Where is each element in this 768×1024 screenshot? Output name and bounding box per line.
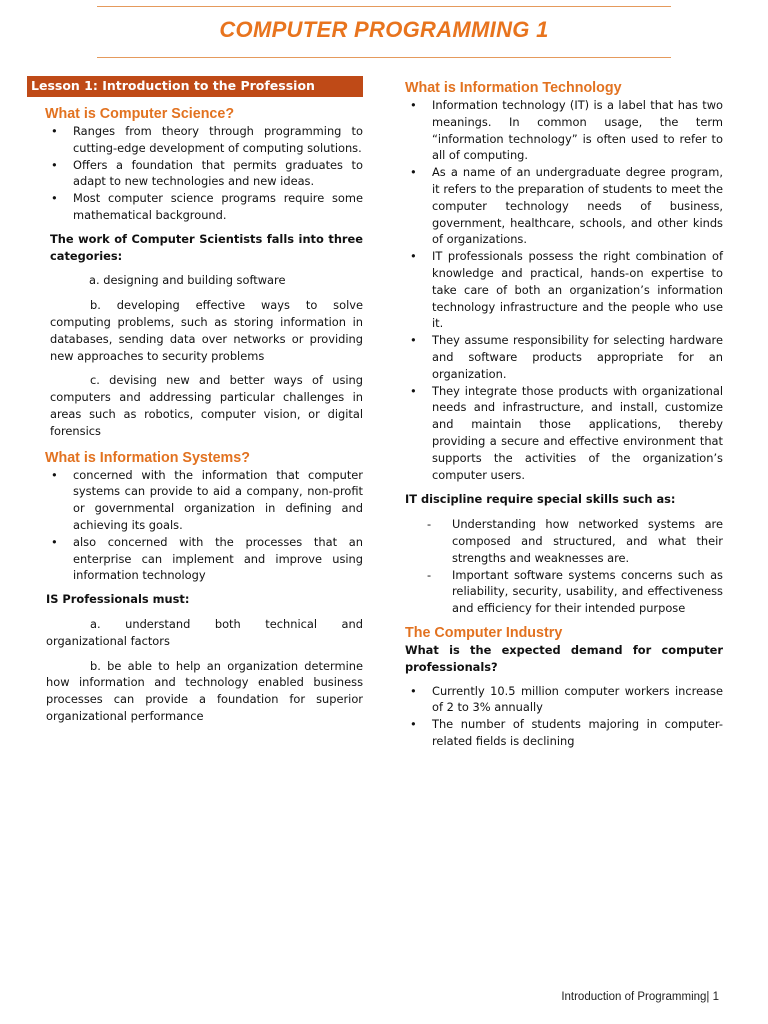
is-must-a: a. understand both technical and organizational factors bbox=[46, 616, 363, 648]
list-item: • also concerned with the processes that an enterprise can implement and improve using information technology bbox=[27, 534, 363, 584]
list-item: • IT professionals possess the right combination of knowledge and practical, hands-on expertise to take care of both an organization’s information technology infrastructure and the people who use it. bbox=[405, 248, 723, 332]
list-item: • Information technology (IT) is a label that has two meanings. In common usage, the term “information technology” is often used to refer to all of computing. bbox=[405, 97, 723, 164]
it-bullet-list bbox=[405, 97, 723, 483]
list-item: • Offers a foundation that permits graduates to adapt to new technologies and new ideas. bbox=[27, 157, 363, 191]
list-item: • They assume responsibility for selecting hardware and software products appropriate for an organization. bbox=[405, 332, 723, 382]
industry-heading: The Computer Industry bbox=[405, 624, 563, 641]
cs-bullet-list bbox=[27, 123, 363, 224]
list-item: • They integrate those products with organizational needs and infrastructure, and install, customize and maintain those applications, thereby providing a secure and effective environment that supports the activities of the organization’s computer users. bbox=[405, 383, 723, 484]
cs-category-c: c. devising new and better ways of using computers and addressing particular challenges in areas such as robotics, computer vision, or digital forensics bbox=[50, 373, 363, 438]
it-skills-list bbox=[405, 516, 723, 617]
right-column bbox=[405, 76, 723, 750]
it-heading: What is Information Technology bbox=[405, 80, 622, 96]
list-item: • As a name of an undergraduate degree program, it refers to the preparation of students to meet the computer technology needs of business, government, healthcare, schools, and other kinds of organizations. bbox=[405, 164, 723, 248]
it-skills-heading: IT discipline require special skills such as: bbox=[405, 492, 676, 507]
lesson-banner: Lesson 1: Introduction to the Profession bbox=[27, 76, 363, 97]
list-item: • The number of students majoring in computer-related fields is declining bbox=[405, 716, 723, 750]
cs-category-a: a. designing and building software bbox=[89, 273, 286, 288]
list-item: • Ranges from theory through programming to cutting-edge development of computing solutions. bbox=[27, 123, 363, 157]
list-item: - Important software systems concerns such as reliability, security, usability, and effectiveness and efficiency for their intended purpose bbox=[405, 567, 723, 617]
industry-bullet-list bbox=[405, 683, 723, 750]
industry-question: What is the expected demand for computer professionals? bbox=[405, 642, 723, 674]
list-item: • Most computer science programs require some mathematical background. bbox=[27, 190, 363, 224]
is-must-b: b. be able to help an organization determine how information and technology enabled business processes can provide a foundation for superior organizational performance bbox=[46, 658, 363, 723]
left-column bbox=[27, 76, 363, 725]
list-item: • concerned with the information that computer systems can provide to aid a company, non-profit or governmental organization in defining and achieving its goals. bbox=[27, 467, 363, 534]
header-rule-bottom bbox=[97, 57, 671, 58]
list-item: - Understanding how networked systems are composed and structured, and what their strengths and weaknesses are. bbox=[405, 516, 723, 566]
lesson-banner-wrap bbox=[27, 76, 363, 97]
list-item: • Currently 10.5 million computer workers increase of 2 to 3% annually bbox=[405, 683, 723, 717]
page-footer: Introduction of Programming| 1 bbox=[561, 991, 719, 1003]
is-bullet-list bbox=[27, 467, 363, 585]
header-rule-top bbox=[97, 6, 671, 7]
is-must-heading: IS Professionals must: bbox=[46, 592, 190, 607]
document-title: COMPUTER PROGRAMMING 1 bbox=[219, 17, 549, 42]
cs-heading: What is Computer Science? bbox=[45, 106, 235, 122]
is-heading: What is Information Systems? bbox=[45, 449, 250, 466]
cs-work-intro: The work of Computer Scientists falls into three categories: bbox=[50, 231, 363, 263]
cs-category-b: b. developing effective ways to solve computing problems, such as storing information in databases, sending data over networks or providing new approaches to security problems bbox=[50, 298, 363, 363]
